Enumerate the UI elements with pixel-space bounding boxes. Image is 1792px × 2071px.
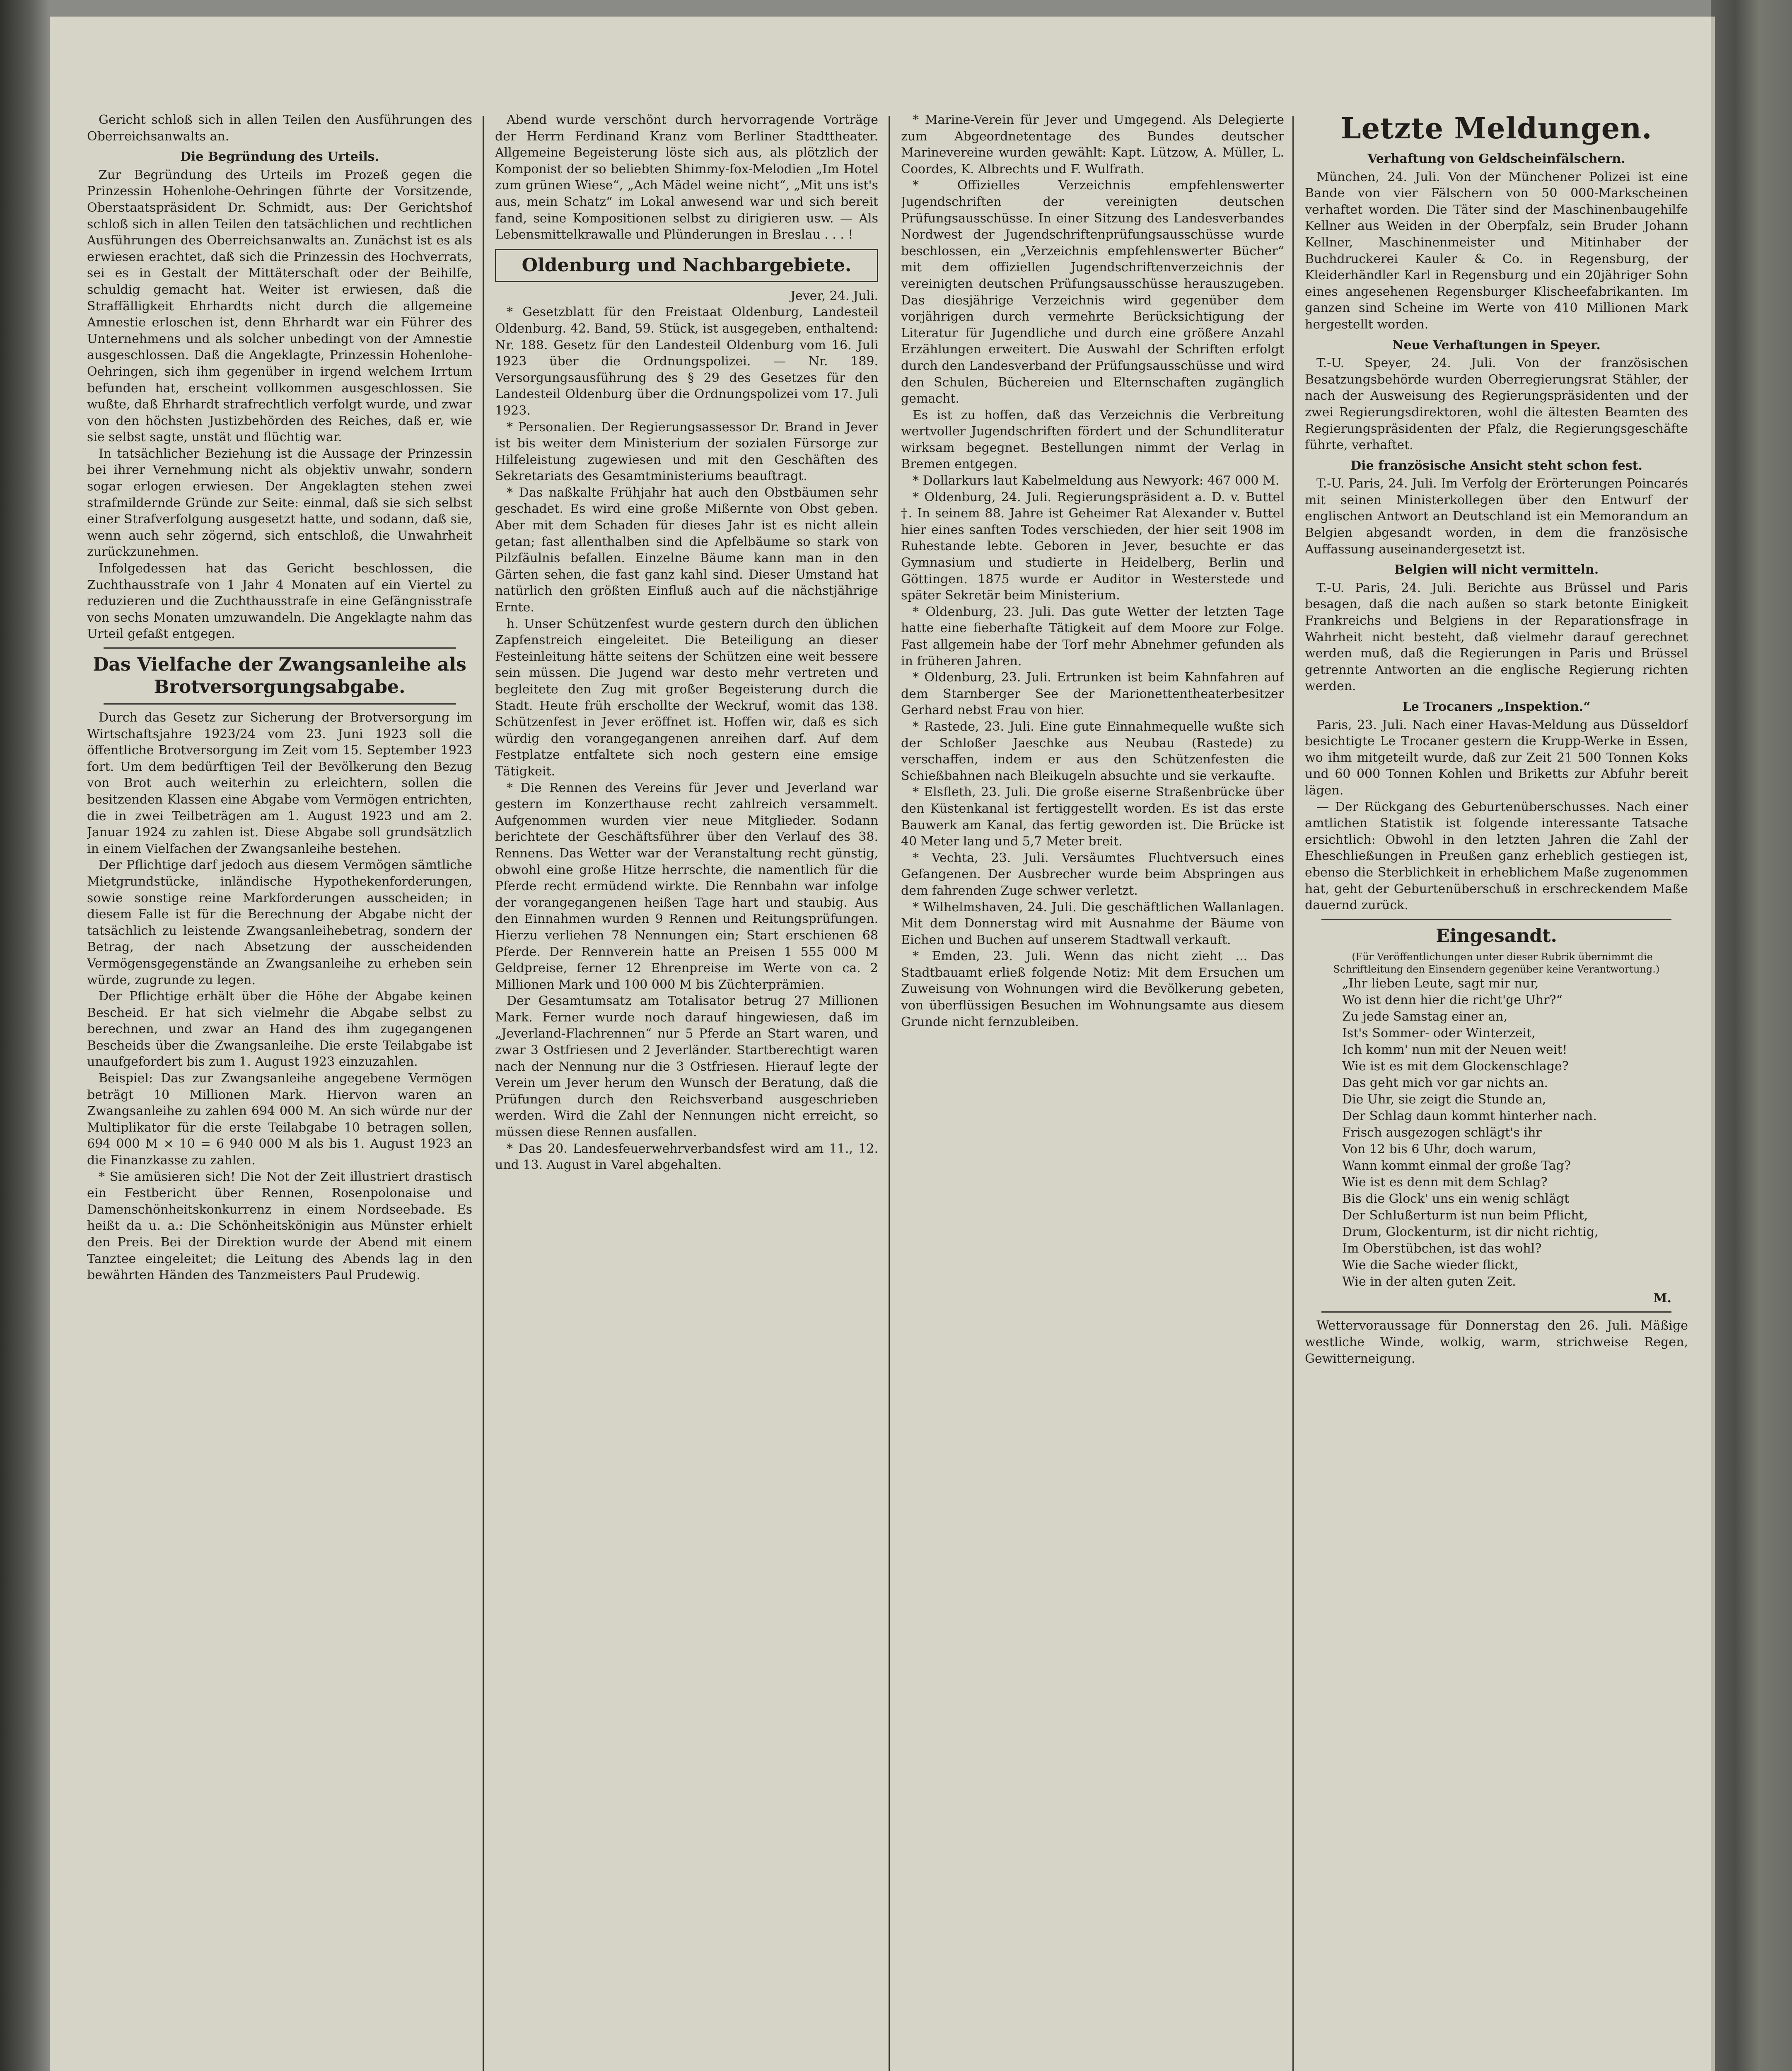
poem-line: Von 12 bis 6 Uhr, doch warum, <box>1342 1142 1536 1156</box>
newspaper-page <box>50 17 1711 2071</box>
paragraph: Durch das Gesetz zur Sicherung der Brotversorgung im Wirtschaftsjahre 1923/24 vom 23. Juni 1923 soll die öffentliche Brotversorgung im Zeit vom 15. September 1923 fort. Um dem bedürftigen Teil der Bevölkerung den Bezug von Brot auch weiterhin zu erleichtern, sollen die besitzenden Klassen eine Abgabe vom Vermögen entrichten, die in zwei Teilbeträgen am 1. August 1923 und am 2. Januar 1924 zu zahlen ist. Diese Abgabe soll grundsätzlich in einem Vielfachen der Zwangsanleihe bestehen. <box>87 710 472 856</box>
section-headline: Das Vielfache der Zwangsanleihe als Brotversorgungsabgabe. <box>93 654 466 698</box>
poem-line: Drum, Glockenturm, ist dir nicht richtig, <box>1342 1224 1599 1239</box>
subheading: Die französische Ansicht steht schon fest. <box>1350 458 1642 473</box>
poem-line: Wie in der alten guten Zeit. <box>1342 1274 1516 1289</box>
paragraph: In tatsächlicher Beziehung ist die Aussage der Prinzessin bei ihrer Vernehmung nicht als objektiv unwahr, sondern sogar erlogen erwiesen. Der Angeklagten stehen zwei strafmildernde Gründe zur Seite: einmal, daß sie sich selbst einer Strafverfolgung ausgesetzt hatte, und sodann, daß sie, wenn auch sehr zögernd, sich entschloß, die Unwahrheit zurückzunehmen. <box>87 446 472 560</box>
paragraph: * Elsfleth, 23. Juli. Die große eiserne Straßenbrücke über den Küstenkanal ist fertiggestellt worden. Es ist das erste Bauwerk am Kanal, das fertig geworden ist. Die Brücke ist 40 Meter lang und 5,7 Meter breit. <box>901 785 1284 849</box>
paragraph: * Oldenburg, 24. Juli. Regierungspräsident a. D. v. Buttel †. In seinem 88. Jahre ist Geheimer Rat Alexander v. Buttel hier eines sanften Todes verschieden, der hier seit 1908 im Ruhestande lebte. Geboren in Jever, besuchte er das Gymnasium und studierte in Heidelberg, Berlin und Göttingen. 1875 wurde er Auditor in Westerstede und später Sekretär beim Ministerium. <box>901 490 1284 603</box>
poem-line: Wo ist denn hier die richt'ge Uhr?“ <box>1342 992 1563 1007</box>
poem-line: Wann kommt einmal der große Tag? <box>1342 1158 1571 1173</box>
divider <box>104 703 456 705</box>
poem-line: Der Schlußerturm ist nun beim Pflicht, <box>1342 1208 1588 1223</box>
scan-right-edge <box>1711 0 1792 2071</box>
paragraph: * Oldenburg, 23. Juli. Ertrunken ist beim Kahnfahren auf dem Starnberger See der Marionettentheaterbesitzer Gerhard nebst Frau von hier. <box>901 670 1284 718</box>
poem-line: Zu jede Samstag einer an, <box>1342 1009 1508 1024</box>
disclaimer-note: (Für Veröffentlichungen unter dieser Rubrik übernimmt die Schriftleitung den Einsendern gegenüber keine Verantwortung.) <box>1333 951 1660 975</box>
paragraph: Der Pflichtige erhält über die Höhe der Abgabe keinen Bescheid. Er hat sich vielmehr die Abgabe selbst zu berechnen, und zwar an Hand des ihm zugegangenen Bescheids über die Zwangsanleihe. Die erste Teilabgabe ist unaufgefordert bis zum 1. August 1923 einzuzahlen. <box>87 989 472 1069</box>
poem-line: Wie ist es mit dem Glockenschlage? <box>1342 1059 1569 1074</box>
paragraph: * Die Rennen des Vereins für Jever und Jeverland war gestern im Konzerthause recht zahlreich versammelt. Aufgenommen wurden vier neue Mitglieder. Sodann berichtete der Geschäftsführer über den Verlauf des 38. Rennens. Das Wetter war der Veranstaltung recht günstig, obwohl eine große Hitze herrschte, die namentlich für die Pferde recht ermüdend wirkte. Die Rennbahn war infolge der vorangegangenen heißen Tage hart und staubig. Aus den Einnahmen wurden 9 Rennen und Reitungsprüfungen. Hierzu verliehen 78 Nennungen ein; Start erschienen 68 Pferde. Der Rennverein hatte an Preisen 1 555 000 M Geldpreise, ferner 12 Ehrenpreise im Werte von ca. 2 Millionen Mark und 100 000 M bis Züchterprämien. <box>495 780 878 992</box>
column-rule <box>483 116 484 2071</box>
paragraph: Es ist zu hoffen, daß das Verzeichnis die Verbreitung wertvoller Jugendschriften fördert und der Schundliteratur wirksam begegnet. Bestellungen nimmt der Verlag in Bremen entgegen. <box>901 408 1284 472</box>
signature: M. <box>1653 1291 1671 1306</box>
poem-line: „Ihr lieben Leute, sagt mir nur, <box>1342 976 1539 991</box>
paragraph: * Wilhelmshaven, 24. Juli. Die geschäftlichen Wallanlagen. Mit dem Donnerstag wird mit Ausnahme der Bäume von Eichen und Buchen auf unserem Stadtwall verkauft. <box>901 900 1284 947</box>
column-4 <box>1305 112 1688 2071</box>
paragraph: T.-U. Paris, 24. Juli. Im Verfolg der Erörterungen Poincarés mit seinen Ministerkollegen über den Entwurf der englischen Antwort an Deutschland ist ein Memorandum an Belgien abgesandt worden, in dem die französische Auffassung auseinandergesetzt ist. <box>1305 476 1688 557</box>
paragraph: * Marine-Verein für Jever und Umgegend. Als Delegierte zum Abgeordnetentage des Bundes deutscher Marinevereine wurden gewählt: Kapt. Lützow, A. Müller, L. Coordes, K. Albrechts und F. Wulfrath. <box>901 113 1284 176</box>
paragraph: Beispiel: Das zur Zwangsanleihe angegebene Vermögen beträgt 10 Millionen Mark. Hiervon waren an Zwangsanleihe zu zahlen 694 000 M. An sich würde nur der Multiplikator für die erste Teilabgabe 10 betragen sollen, 694 000 M × 10 = 6 940 000 M als bis 1. August 1923 an die Finanzkasse zu zahlen. <box>87 1071 472 1168</box>
subheading: Le Trocaners „Inspektion.“ <box>1402 700 1591 714</box>
subheading: Verhaftung von Geldscheinfälschern. <box>1367 152 1625 166</box>
section-title-box <box>495 249 878 282</box>
paragraph: * Offizielles Verzeichnis empfehlenswerter Jugendschriften der vereinigten deutschen Prüfungsausschüsse. In einer Sitzung des Landesverbandes Nordwest der Jugendschriftenprüfungsausschüsse wurde beschlossen, ein „Verzeichnis empfehlenswerter Bücher“ mit dem offiziellen Jugendschriftenverzeichnis der vereinigten deutschen Prüfungsausschüsse herauszugeben. Das diesjährige Verzeichnis wird gegenüber dem vorjährigen durch vermehrte Berücksichtigung der Literatur für Jugendliche und durch eine größere Anzahl Erzählungen erweitert. Die Auswahl der Schriften erfolgt durch den Landesverband der Prüfungsausschüsse und wird den Schulen, Büchereien und Elternschaften zugänglich gemacht. <box>901 178 1284 406</box>
page-title: Letzte Meldungen. <box>1340 112 1652 145</box>
dateline: Jever, 24. Juli. <box>790 288 878 303</box>
column-rule <box>1292 116 1294 2071</box>
divider <box>1321 919 1671 920</box>
paragraph: Zur Begründung des Urteils im Prozeß gegen die Prinzessin Hohenlohe-Oehringen führte der Vorsitzende, Oberstaatspräsident Dr. Schmidt, aus: Der Gerichtshof schloß sich in allen Teilen den tatsächlichen und rechtlichen Ausführungen des Oberreichsanwalts an. Zunächst ist es als erwiesen erachtet, daß sich die Prinzessin des Hochverrats, sei es in Gestalt der Mittäterschaft oder der Beihilfe, schuldig gemacht hat. Weiter ist erwiesen, daß die Straffälligkeit Ehrhardts nicht durch die allgemeine Amnestie erloschen ist, denn Ehrhardt war ein Führer des Unternehmens und als solcher unbedingt von der Amnestie ausgeschlossen. Daß die Angeklagte, Prinzessin Hohenlohe-Oehringen, sich ihm gegenüber in irgend welchem Irrtum befunden hat, erscheint vollkommen ausgeschlossen. Sie wußte, daß Ehrhardt strafrechtlich verfolgt wurde, und zwar von den höchsten Justizbehörden des Reiches, daß er, wie sie selbst sagte, unstät und flüchtig war. <box>87 167 472 445</box>
paragraph: * Gesetzblatt für den Freistaat Oldenburg, Landesteil Oldenburg. 42. Band, 59. Stück, ist ausgegeben, enthaltend: Nr. 188. Gesetz für den Landesteil Oldenburg vom 16. Juli 1923 über die Ordnungspolizei. — Nr. 189. Versorgungsausführung des § 29 des Gesetzes für den Landesteil Oldenburg über die Ordnungspolizei vom 17. Juli 1923. <box>495 305 878 418</box>
paragraph: h. Unser Schützenfest wurde gestern durch den üblichen Zapfenstreich eingeleitet. Die Beteiligung an dieser Festeinleitung hätte seitens der Schützen eine weit bessere sein müssen. Die Jugend war desto mehr vertreten und begleitete den Zug mit großer Begeisterung durch die Stadt. Heute früh erschollte der Weckruf, womit das 138. Schützenfest in Jever eröffnet ist. Hoffen wir, daß es sich würdig den vorangegangenen anreihen darf. Auf dem Festplatze entfaltete sich noch gestern eine emsige Tätigkeit. <box>495 616 878 779</box>
section-headline: Eingesandt. <box>1436 925 1557 946</box>
paragraph: — Der Rückgang des Geburtenüberschusses. Nach einer amtlichen Statistik ist folgende interessante Tatsache ersichtlich: Obwohl in den letzten Jahren die Zahl der Eheschließungen in Preußen ganz erheblich gestiegen ist, ebenso die Sterblichkeit in erheblichem Maße zugenommen hat, geht der Geburtenüberschuß in erschreckendem Maße dauernd zurück. <box>1305 799 1688 913</box>
poem-line: Frisch ausgezogen schlägt's ihr <box>1342 1125 1542 1140</box>
poem-line: Wie ist es denn mit dem Schlag? <box>1342 1175 1548 1190</box>
section-headline: Oldenburg und Nachbargebiete. <box>522 254 852 276</box>
paragraph: * Personalien. Der Regierungsassessor Dr. Brand in Jever ist bis weiter dem Ministerium der sozialen Fürsorge zur Hilfeleistung zugewiesen und mit den Geschäften des Sekretariats des Gesamtministeriums beauftragt. <box>495 420 878 484</box>
paragraph: * Rastede, 23. Juli. Eine gute Einnahmequelle wußte sich der Schloßer Jaeschke aus Neubau (Rastede) zu verschaffen, indem er aus den Schützenfesten die Schießbahnen nach Bleikugeln absuchte und sie verkaufte. <box>901 719 1284 783</box>
column-2 <box>495 112 878 2071</box>
scan-left-edge <box>0 0 50 2071</box>
poem-line: Wie die Sache wieder flickt, <box>1342 1258 1519 1272</box>
poem-line: Bis die Glock' uns ein wenig schlägt <box>1342 1191 1570 1206</box>
paragraph: Gericht schloß sich in allen Teilen den Ausführungen des Oberreichsanwalts an. <box>87 113 472 144</box>
column-3 <box>901 112 1284 2071</box>
weather-forecast: Wettervoraussage für Donnerstag den 26. Juli. Mäßige westliche Winde, wolkig, warm, strichweise Regen, Gewitterneigung. <box>1305 1318 1688 1366</box>
poem-line: Der Schlag daun kommt hinterher nach. <box>1342 1108 1597 1123</box>
subheading: Belgien will nicht vermitteln. <box>1394 562 1599 577</box>
poem <box>1305 975 1688 1290</box>
paragraph: Abend wurde verschönt durch hervorragende Vorträge der Herrn Ferdinand Kranz vom Berliner Stadttheater. Allgemeine Begeisterung löste sich aus, als plötzlich der Komponist der so beliebten Shimmy-fox-Melodien „Im Hotel zum grünen Wiese“, „Ach Mädel weine nicht“, „Mit uns ist's aus, mein Schatz“ im Lokal anwesend war und sich bereit fand, seine Kompositionen selbst zu dirigieren usw. — Als Lebensmittelkrawalle und Plünderungen in Breslau . . . ! <box>495 113 878 242</box>
poem-line: Die Uhr, sie zeigt die Stunde an, <box>1342 1092 1546 1107</box>
divider <box>1321 1311 1671 1313</box>
poem-line: Ich komm' nun mit der Neuen weit! <box>1342 1042 1567 1057</box>
divider <box>104 647 456 649</box>
paragraph: Der Pflichtige darf jedoch aus diesem Vermögen sämtliche Mietgrundstücke, inländische Hypothekenforderungen, sowie sonstige reine Markforderungen ausscheiden; in diesem Falle ist für die Berechnung der Abgabe nicht der tatsächlich zu leistende Zwangsanleihebetrag, sondern der Betrag, der nach Absetzung der ausscheidenden Vermögensgegenstände an Zwangsanleihe zu erheben sein würde, zugrunde zu legen. <box>87 858 472 987</box>
paragraph: * Das naßkalte Frühjahr hat auch den Obstbäumen sehr geschadet. Es wird eine große Mißernte von Obst geben. Aber mit dem Schaden für dieses Jahr ist es nicht allein getan; fast allenthalben sind die Apfelbäume so stark von Pilzfäulnis befallen. Einzelne Bäume kann man in den Gärten sehen, die fast ganz kahl sind. Dieser Umstand hat natürlich den größten Einfluß auch auf die nächstjährige Ernte. <box>495 485 878 615</box>
subheading: Die Begründung des Urteils. <box>180 150 379 164</box>
paragraph: * Emden, 23. Juli. Wenn das nicht zieht ... Das Stadtbauamt erließ folgende Notiz: Mit dem Ersuchen um Zuweisung von Wohnungen wird die Bevölkerung gebeten, von überflüssigen Besuchen im Wohnungsamte aus diesem Grunde nicht fernzubleiben. <box>901 949 1284 1029</box>
paragraph: München, 24. Juli. Von der Münchener Polizei ist eine Bande von vier Fälschern von 50 000-Markscheinen verhaftet worden. Die Täter sind der Maschinenbaugehilfe Kellner aus Weiden in der Oberpfalz, sein Bruder Johann Kellner, Maschinenmeister und Mitinhaber der Buchdruckerei Kauler & Co. in Regensburg, der Kleiderhändler Karl in Regensburg und ein 20jähriger Sohn eines angesehenen Regensburger Klischeefabrikanten. Im ganzen sind Scheine im Werte von 410 Millionen Mark hergestellt worden. <box>1305 169 1688 332</box>
column-rule <box>889 116 890 2071</box>
paragraph: * Das 20. Landesfeuerwehrverbandsfest wird am 11., 12. und 13. August in Varel abgehalten. <box>495 1141 878 1173</box>
paragraph: * Vechta, 23. Juli. Versäumtes Fluchtversuch eines Gefangenen. Der Ausbrecher wurde beim Abspringen aus dem fahrenden Zuge schwer verletzt. <box>901 850 1284 898</box>
column-1 <box>87 112 472 2071</box>
paragraph: Paris, 23. Juli. Nach einer Havas-Meldung aus Düsseldorf besichtigte Le Trocaner gestern die Krupp-Werke in Essen, wo ihm mitgeteilt wurde, daß zur Zeit 21 500 Tonnen Koks und 60 000 Tonnen Kohlen und Briketts zur Abfuhr bereit lägen. <box>1305 717 1688 798</box>
paragraph: * Dollarkurs laut Kabelmeldung aus Newyork: 467 000 M. <box>913 473 1280 488</box>
paragraph: Der Gesamtumsatz am Totalisator betrug 27 Millionen Mark. Ferner wurde noch darauf hingewiesen, daß im „Jeverland-Flachrennen“ nur 5 Pferde an Start waren, und zwar 3 Ostfriesen und 2 Jeverländer. Startberechtigt waren nach der Nennung nur die 3 Ostfriesen. Hierauf legte der Verein um Jever herum den Wunsch der Beratung, daß die Prüfungen durch den Reichsverband ausgeschrieben werden. Wird die Zahl der Nennungen nicht erreicht, so müssen diese Rennen ausfallen. <box>495 994 878 1140</box>
paragraph: T.-U. Speyer, 24. Juli. Von der französischen Besatzungsbehörde wurden Oberregierungsrat Stähler, der nach der Ausweisung des Regierungspräsidenten und der zwei Regierungsdirektoren, wohl die ältesten Beamten des Regierungspräsidenten der Pfalz, die Regierungsgeschäfte führte, verhaftet. <box>1305 356 1688 453</box>
subheading: Neue Verhaftungen in Speyer. <box>1392 338 1601 352</box>
poem-line: Ist's Sommer- oder Winterzeit, <box>1342 1026 1536 1040</box>
paragraph: Infolgedessen hat das Gericht beschlossen, die Zuchthausstrafe von 1 Jahr 4 Monaten auf ein Viertel zu reduzieren und die Zuchthausstrafe in eine Gefängnisstrafe von sechs Monaten umzuwandeln. Die Angeklagte nahm das Urteil gefaßt entgegen. <box>87 561 472 642</box>
paragraph: T.-U. Paris, 24. Juli. Berichte aus Brüssel und Paris besagen, daß die nach außen so stark betonte Einigkeit Frankreichs und Belgiens in der Reparationsfrage in Wahrheit nicht besteht, daß vielmehr darauf gerechnet werden muß, daß die Regierungen in Paris und Brüssel getrennte Antworten an die englische Regierung richten werden. <box>1305 580 1688 694</box>
poem-line: Das geht mich vor gar nichts an. <box>1342 1075 1548 1090</box>
paragraph: * Sie amüsieren sich! Die Not der Zeit illustriert drastisch ein Festbericht über Rennen, Rosenpolonaise und Damenschönheitskonkurrenz in einem Nordseebade. Es heißt da u. a.: Die Schönheitskönigin aus Münster erhielt den Preis. Bei der Direktion wurde der Abend mit einem Tanztee eingeleitet; die Leitung des Abends lag in den bewährten Händen des Tanzmeisters Paul Prudewig. <box>87 1169 472 1283</box>
poem-line: Im Oberstübchen, ist das wohl? <box>1342 1241 1542 1256</box>
paragraph: * Oldenburg, 23. Juli. Das gute Wetter der letzten Tage hatte eine fieberhafte Tätigkeit auf dem Moore zur Folge. Fast allgemein habe der Torf mehr Abnehmer gefunden als in früheren Jahren. <box>901 604 1284 669</box>
